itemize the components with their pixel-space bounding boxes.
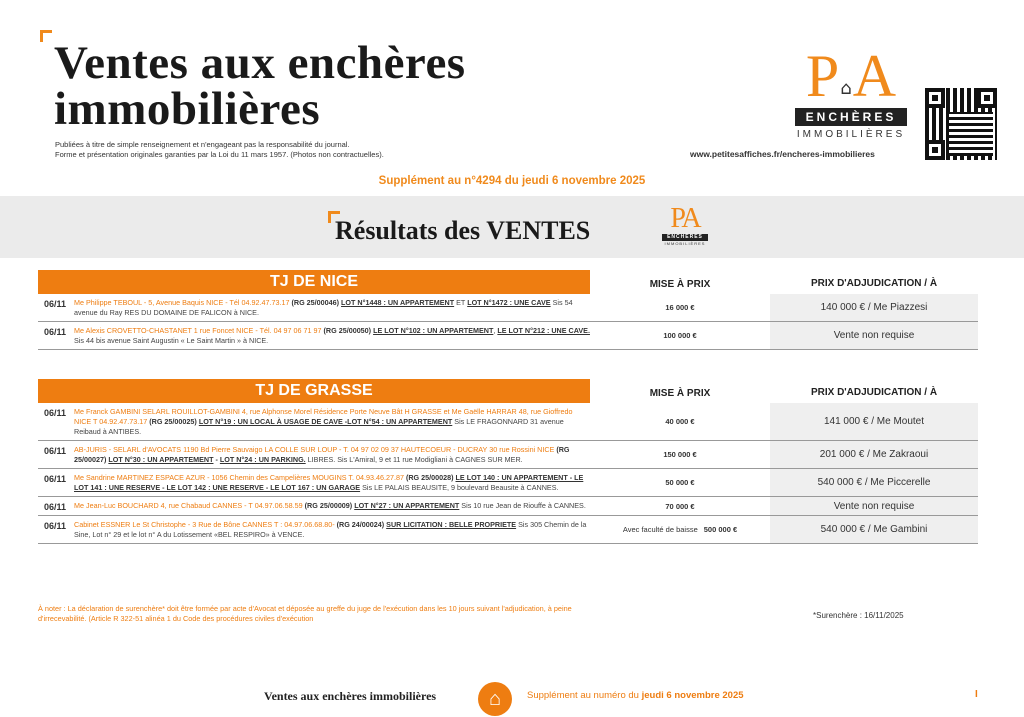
page-number: I — [975, 689, 978, 700]
mise-a-prix-value: 16 000 € — [665, 303, 695, 312]
text-segment: , — [493, 326, 498, 335]
footer — [0, 680, 1024, 717]
mise-a-prix-value: 100 000 € — [663, 331, 697, 340]
sale-date: 06/11 — [44, 299, 67, 309]
text-segment: LOT N°24 : UN PARKING. — [219, 455, 306, 464]
footer-title: Ventes aux enchères immobilières — [264, 689, 437, 703]
column-header-mise-a-prix: MISE À PRIX — [649, 387, 711, 399]
column-header-mise-a-prix: MISE À PRIX — [649, 278, 711, 290]
table-row — [38, 441, 978, 469]
table-row — [38, 403, 978, 441]
text-segment: AB-JURIS - SELARL d'AVOCATS 1190 Bd Pierre Sauvaigo LA COLLE SUR LOUP - T. 04 97 02 09 37 HAUTECOEUR - DUCRAY 30 rue Rossini NICE — [74, 445, 557, 454]
disclaimer-line-2: Forme et présentation originales garanties par la Loi du 11 mars 1957. (Photos non contractuelles). — [55, 150, 384, 159]
adjudication-result: 140 000 € / Me Piazzesi — [770, 294, 978, 321]
text-segment: Me Philippe TEBOUL - 5, Avenue Baquis NICE - Tél 04.92.47.73.17 — [74, 298, 292, 307]
text-segment: (RG 25/00028) — [405, 473, 456, 482]
sale-description — [38, 403, 590, 440]
footer-supplement — [527, 690, 744, 701]
section-tj-grasse — [38, 379, 978, 544]
mise-a-prix-note: Avec faculté de baisse — [622, 525, 698, 534]
text-segment: (RG 25/00050) — [323, 326, 374, 335]
mise-a-prix — [590, 516, 770, 543]
disclaimer — [55, 140, 384, 160]
house-gavel-icon: ⌂ — [478, 682, 512, 716]
section-header — [38, 379, 978, 403]
text-segment: (RG 24/00024) — [336, 520, 387, 529]
sale-text — [74, 445, 590, 465]
section-title: TJ DE NICE — [38, 270, 590, 294]
pa-logo: P ⌂ A ENCHÈRES IMMOBILIÈRES — [796, 43, 906, 140]
text-segment: (RG 25/00009) — [304, 501, 355, 510]
sale-description — [38, 441, 590, 468]
surenchere-note: À noter : La déclaration de surenchère* doit être formée par acte d'Avocat et déposée au greffe du juge de l'exécution dans les 10 jours suivant l'adjudication, à peine d'irrecevabilité. (Article R 322-51 alinéa 1 du Code des procédures civiles d'exécution — [38, 604, 572, 623]
table-row — [38, 322, 978, 350]
corner-mark — [40, 30, 52, 42]
text-segment: LOT N°30 : UN APPARTEMENT — [108, 455, 214, 464]
table-row — [38, 294, 978, 322]
section-title: TJ DE GRASSE — [38, 379, 590, 403]
mise-a-prix-value: 500 000 € — [703, 525, 738, 534]
mise-a-prix-value: 50 000 € — [665, 478, 695, 487]
website-url[interactable]: www.petitesaffiches.fr/encheres-immobilieres — [690, 149, 875, 159]
text-segment: LIBRES. Sis L'Amiral, 9 et 11 rue Modigliani à CAGNES SUR MER. — [305, 455, 523, 464]
table-row — [38, 516, 978, 544]
sale-description — [38, 497, 590, 515]
mise-a-prix — [590, 322, 770, 349]
adjudication-result: Vente non requise — [770, 322, 978, 349]
qr-code — [925, 88, 997, 160]
sale-description — [38, 322, 590, 349]
results-banner — [0, 196, 1024, 258]
text-segment: LOT N°1472 : UNE CAVE — [467, 298, 551, 307]
mise-a-prix-value: 70 000 € — [665, 501, 695, 511]
adjudication-result: 141 000 € / Me Moutet — [770, 403, 978, 440]
page-title — [54, 37, 466, 135]
text-segment: Sis LE PALAIS BEAUSITE, 9 boulevard Beausite à CANNES. — [360, 483, 559, 492]
footer-supplement-date: jeudi 6 novembre 2025 — [641, 690, 744, 701]
house-icon: ⌂ — [840, 78, 852, 99]
disclaimer-line-1: Publiées à titre de simple renseignement et n'engageant pas la responsabilité du journal. — [55, 140, 350, 149]
adjudication-result: 540 000 € / Me Gambini — [770, 516, 978, 543]
text-segment: Sis 10 rue Jean de Riouffe à CANNES. — [459, 501, 586, 510]
text-segment: Sis 44 bis avenue Saint Augustin « Le Saint Martin » à NICE. — [74, 336, 269, 345]
table-row — [38, 497, 978, 516]
text-segment: Me Alexis CROVETTO-CHASTANET 1 rue Foncet NICE - Tél. 04 97 06 71 97 — [74, 326, 324, 335]
text-segment: (RG 25/00025) — [149, 417, 199, 426]
sale-text — [74, 326, 590, 346]
sale-date: 06/11 — [44, 502, 67, 512]
sale-text — [74, 473, 590, 493]
sale-date: 06/11 — [44, 521, 67, 531]
text-segment: Me Jean-Luc BOUCHARD 4, rue Chabaud CANNES - T 04.97.06.58.59 — [74, 501, 305, 510]
adjudication-result: 540 000 € / Me Piccerelle — [770, 469, 978, 496]
surenchere-date: *Surenchère : 16/11/2025 — [813, 611, 904, 620]
text-segment: Me Franck GAMBINI SELARL ROUILLOT-GAMBINI 4, rue Alphonse Morel Résidence Porte Neuve Bât H GRASSE et Me Gaëlle HARRAR 48, rue Gioffredo NICE T 04.92.47.73.17 — [74, 407, 573, 426]
title-line-2: immobilières — [54, 83, 321, 135]
mise-a-prix — [590, 294, 770, 321]
mise-a-prix-value: 150 000 € — [663, 450, 697, 459]
text-segment: Cabinet ESSNER Le St Christophe - 3 Rue de Bône CANNES T : 04.97.06.68.80- — [74, 520, 337, 529]
sale-description — [38, 469, 590, 496]
sale-description — [38, 294, 590, 321]
text-segment: LE LOT N°212 : UNE CAVE. — [497, 326, 590, 335]
sale-date: 06/11 — [44, 446, 67, 456]
results-title: Résultats des VENTES — [335, 216, 591, 245]
text-segment: LE LOT 140 : UN APPARTEMENT - LE LOT 141 : UNE RESERVE - LE LOT 142 : UNE RESERVE - LE LOT 167 : UN GARAGE — [74, 473, 584, 492]
text-segment: LOT N°1448 : UN APPARTEMENT — [341, 298, 455, 307]
text-segment: Me Sandrine MARTINEZ ESPACE AZUR - 1056 Chemin des Campelières MOUGINS T. 04.93.46.27.87 — [74, 473, 406, 482]
text-segment: Sis 305 Chemin de la Sine, Lot n° 29 et le lot n° A du Lotissement «BEL RESPIRO» à VENCE. — [74, 520, 587, 539]
mise-a-prix — [590, 403, 770, 440]
text-segment: ET — [454, 298, 468, 307]
text-segment: - — [213, 455, 220, 464]
mise-a-prix — [590, 497, 770, 515]
sale-date: 06/11 — [44, 408, 67, 418]
adjudication-result: 201 000 € / Me Zakraoui — [770, 441, 978, 468]
sale-date: 06/11 — [44, 474, 67, 484]
sale-text — [74, 298, 590, 318]
text-segment: LOT N°19 : UN LOCAL À USAGE DE CAVE -LOT N°54 : UN APPARTEMENT — [198, 417, 453, 426]
section-header — [38, 270, 978, 294]
mise-a-prix-value: 40 000 € — [665, 417, 695, 426]
text-segment: SUR LICITATION : BELLE PROPRIETE — [386, 520, 517, 529]
text-segment: LE LOT N°102 : UN APPARTEMENT — [373, 326, 494, 335]
section-tj-nice — [38, 270, 978, 350]
sale-text — [74, 520, 590, 540]
sale-description — [38, 516, 590, 543]
text-segment: (RG 25/00046) — [291, 298, 342, 307]
supplement-label: Supplément au n°4294 du jeudi 6 novembre 2025 — [378, 175, 646, 187]
mise-a-prix — [590, 469, 770, 496]
text-segment: Sis LE FRAGONNARD 31 avenue Reibaud à ANTIBES. — [74, 417, 564, 436]
footer-supplement-prefix: Supplément au numéro du — [527, 690, 642, 701]
title-line-1: Ventes aux enchères — [54, 37, 466, 89]
mise-a-prix — [590, 441, 770, 468]
adjudication-result: Vente non requise — [770, 497, 978, 515]
text-segment: Sis 54 avenue du Ray RES DU DOMAINE DE FALICON à NICE. — [74, 298, 573, 317]
text-segment: (RG 25/00027) — [74, 445, 570, 464]
text-segment: LOT N°27 : UN APPARTEMENT — [354, 501, 460, 510]
sale-text — [74, 501, 586, 512]
column-header-adjudication: PRIX D'ADJUDICATION / À — [770, 385, 978, 398]
sale-date: 06/11 — [44, 327, 67, 337]
table-row — [38, 469, 978, 497]
column-header-adjudication: PRIX D'ADJUDICATION / À — [770, 276, 978, 289]
pa-mini-logo: PA ENCHÈRES IMMOBILIÈRES — [662, 204, 708, 247]
sale-text — [74, 407, 590, 437]
